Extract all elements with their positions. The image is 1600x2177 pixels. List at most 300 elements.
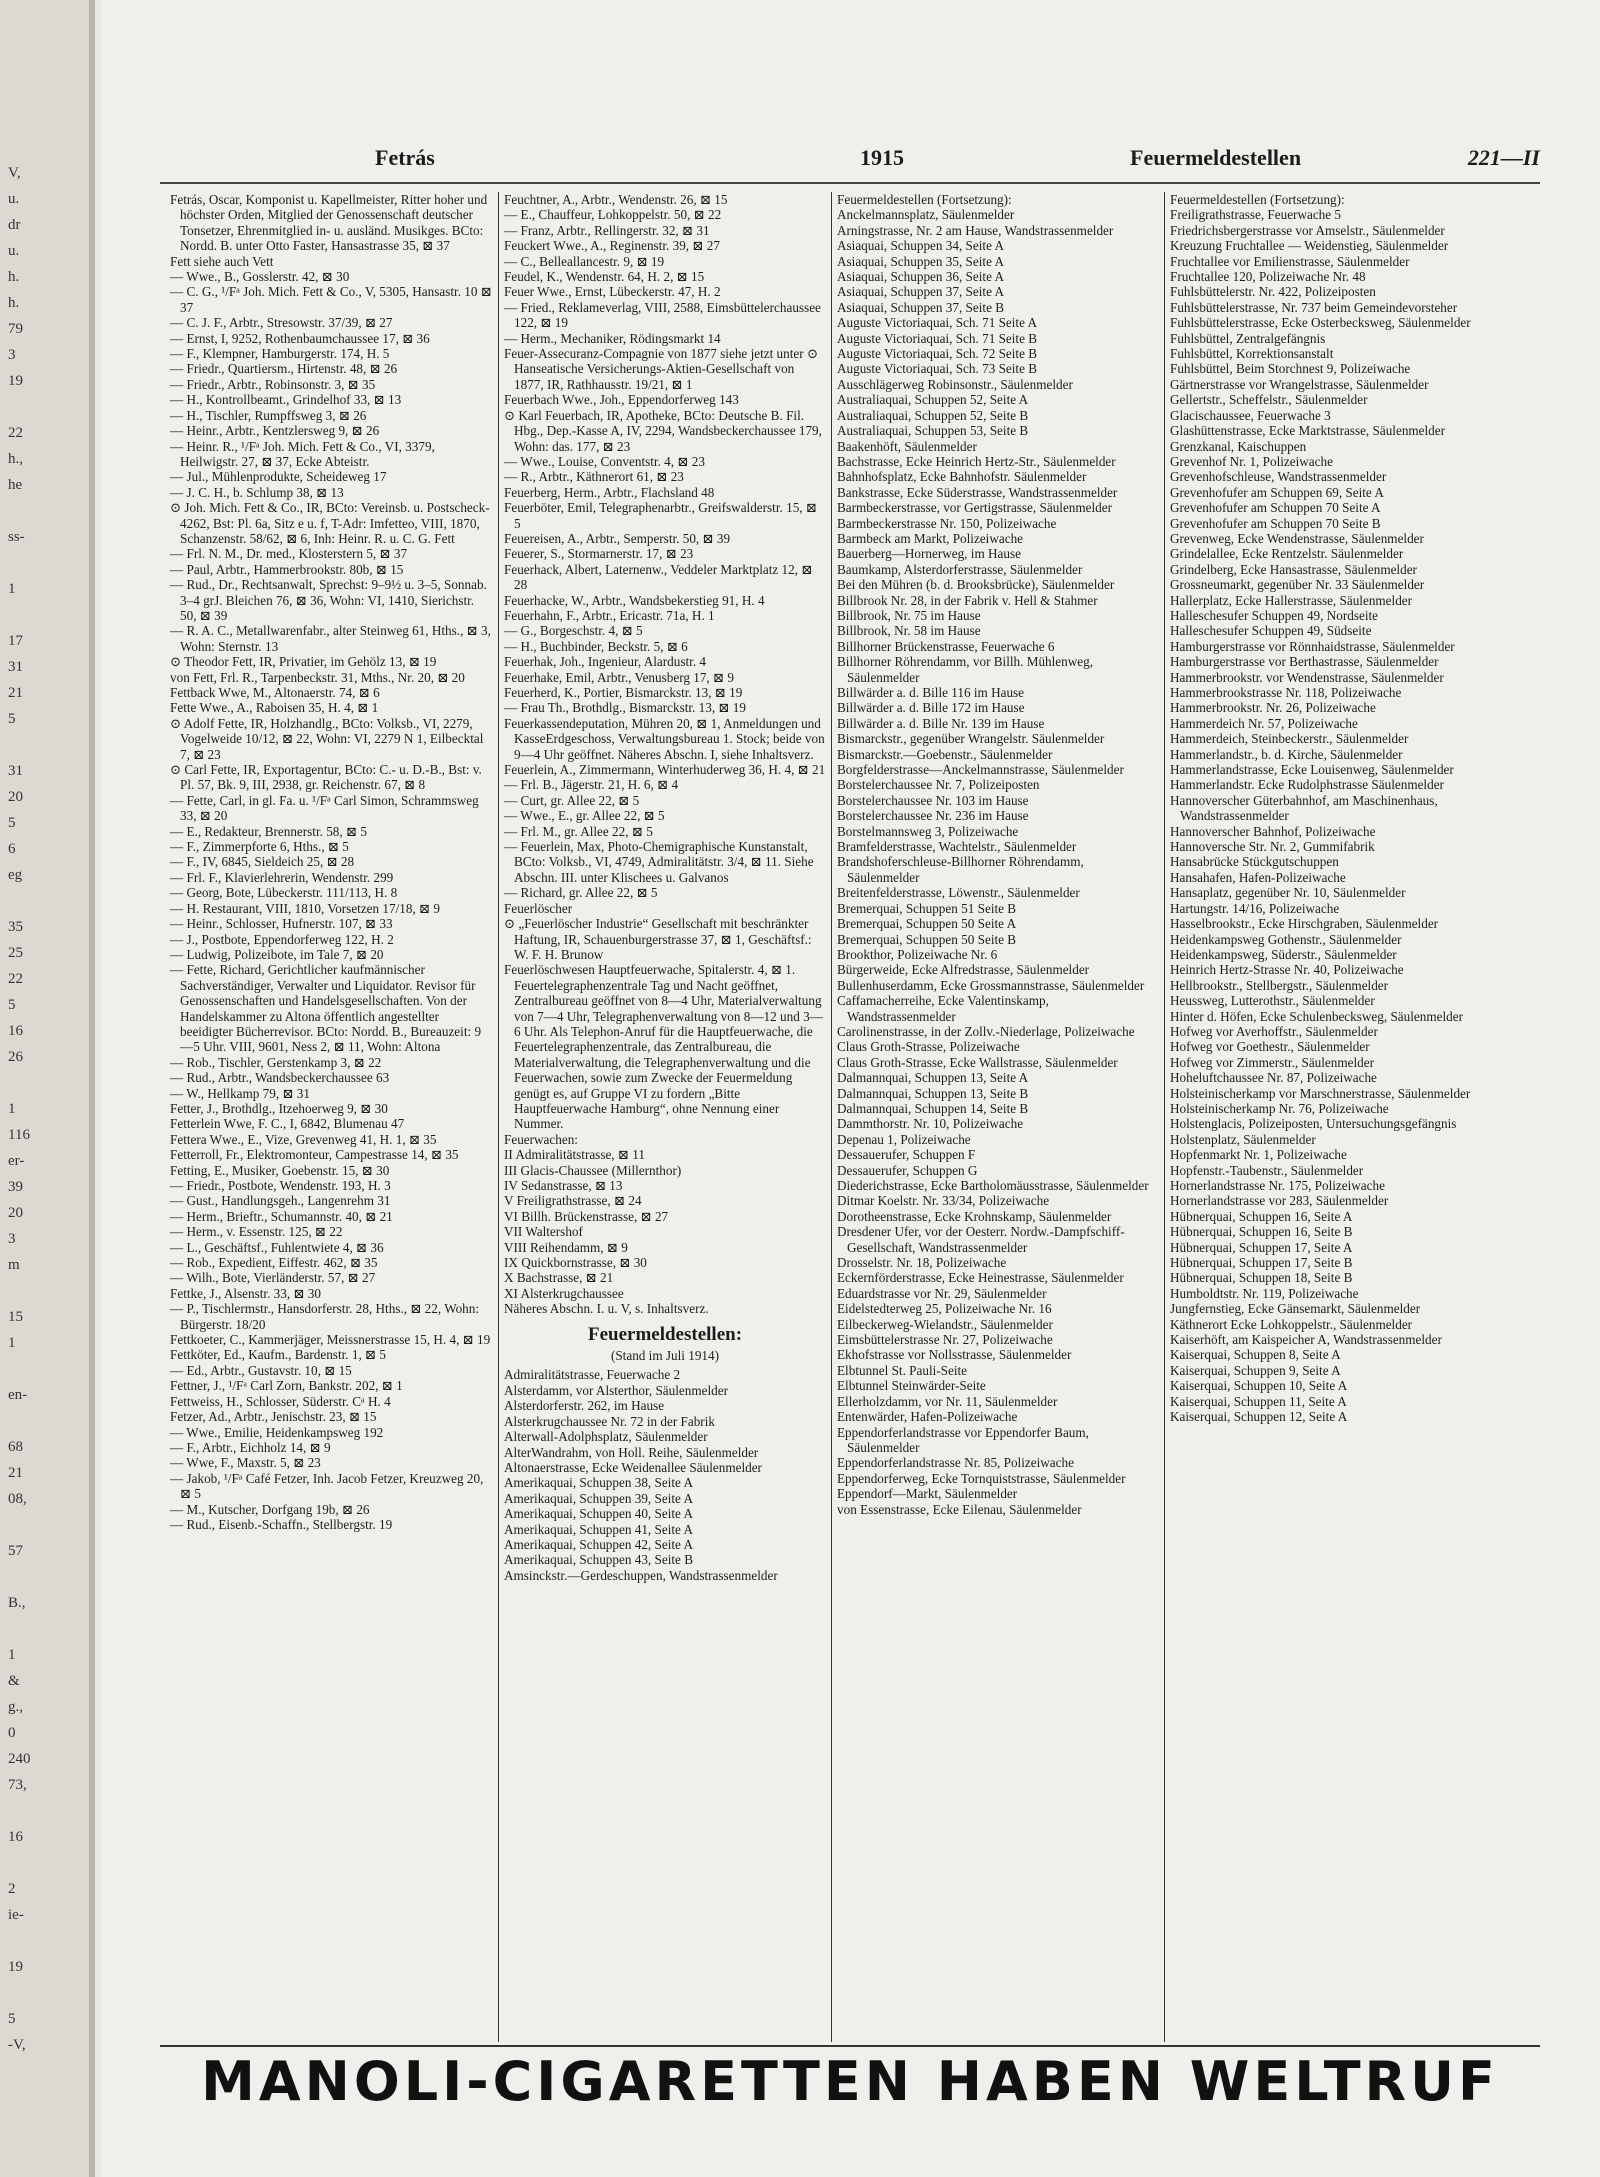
directory-entry: — Wwe., E., gr. Allee 22, ⊠ 5: [504, 808, 665, 824]
directory-entry: Hübnerquai, Schuppen 18, Seite B: [1170, 1270, 1353, 1286]
directory-entry: Hansahafen, Hafen-Polizeiwache: [1170, 869, 1346, 885]
directory-entry: Billhorner Röhrendamm, vor Billh. Mühlenweg, Säulenmelder: [837, 654, 1094, 685]
directory-entry: Fettke, J., Alsenstr. 33, ⊠ 30: [170, 1285, 321, 1301]
directory-entry: Baakenhöft, Säulenmelder: [837, 438, 977, 454]
directory-entry: ⊙ Karl Feuerbach, IR, Apotheke, BCto: Deutsche B. Fil. Hbg., Dep.-Kasse A, IV, 2294, Wandsbeckerchaussee 179, Wohn: das. 177, ⊠ 23: [504, 407, 822, 454]
directory-entry: Kaiserhöft, am Kaispeicher A, Wandstrassenmelder: [1170, 1332, 1442, 1348]
directory-entry: Holsteinischerkamp vor Marschnerstrasse, Säulenmelder: [1170, 1085, 1471, 1101]
directory-entry: Bei den Mühren (b. d. Brooksbrücke), Säulenmelder: [837, 577, 1115, 593]
directory-entry: Barmbeckerstrasse Nr. 150, Polizeiwache: [837, 515, 1057, 531]
directory-entry: Holsteinischerkamp Nr. 76, Polizeiwache: [1170, 1100, 1389, 1116]
directory-entry: Entenwärder, Hafen-Polizeiwache: [837, 1409, 1018, 1425]
directory-entry: — Heinr., Schlosser, Hufnerstr. 107, ⊠ 33: [170, 916, 393, 932]
directory-entry: Alterwall-Adolphsplatz, Säulenmelder: [504, 1429, 708, 1445]
advertisement-banner: MANOLI-CIGARETTEN HABEN WELTRUF: [201, 2050, 1499, 2113]
directory-entry: Feuermeldestellen (Fortsetzung):: [1170, 192, 1345, 207]
directory-entry: Heidenkampsweg Gothenstr., Säulenmelder: [1170, 931, 1402, 947]
footer-rule: [160, 2045, 1540, 2047]
directory-entry: Asiaquai, Schuppen 37, Seite B: [837, 299, 1005, 315]
directory-entry: Feuerbach Wwe., Joh., Eppendorferweg 143: [504, 392, 739, 408]
directory-entry: Hoheluftchaussee Nr. 87, Polizeiwache: [1170, 1070, 1377, 1086]
directory-entry: Eppendorf—Markt, Säulenmelder: [837, 1486, 1018, 1502]
directory-entry: — Wwe., Emilie, Heidenkampsweg 192: [170, 1424, 384, 1440]
directory-entry: — Fette, Carl, in gl. Fa. u. ¹/Fᵃ Carl Simon, Schrammsweg 33, ⊠ 20: [170, 792, 479, 824]
column-2: [498, 192, 831, 2042]
directory-entry: Fetterroll, Fr., Elektromonteur, Campestrasse 14, ⊠ 35: [170, 1147, 459, 1163]
column-2-stations: [504, 1367, 826, 1583]
directory-entry: Eimsbüttelerstrasse Nr. 27, Polizeiwache: [837, 1332, 1053, 1348]
directory-entry: Grenzkanal, Kaischuppen: [1170, 438, 1307, 454]
directory-entry: Auguste Victoriaquai, Sch. 73 Seite B: [837, 361, 1038, 377]
directory-entry: Ausschlägerweg Robinsonstr., Säulenmelder: [837, 376, 1073, 392]
directory-entry: Altonaerstrasse, Ecke Weidenallee Säulenmelder: [504, 1459, 762, 1475]
directory-entry: Hornerlandstrasse vor 283, Säulenmelder: [1170, 1193, 1389, 1209]
directory-entry: Hübnerquai, Schuppen 16, Seite A: [1170, 1208, 1353, 1224]
directory-entry: Feuerherd, K., Portier, Bismarckstr. 13, ⊠ 19: [504, 685, 743, 700]
directory-entry: Grevenhof Nr. 1, Polizeiwache: [1170, 453, 1333, 469]
directory-entry: Glacischaussee, Feuerwache 3: [1170, 407, 1331, 423]
directory-entry: Barmbeck am Markt, Polizeiwache: [837, 530, 1024, 546]
directory-entry: Fuhlsbüttel, Korrektionsanstalt: [1170, 346, 1334, 362]
directory-entry: Grossneumarkt, gegenüber Nr. 33 Säulenmelder: [1170, 577, 1425, 593]
directory-entry: Fuhlsbüttel, Zentralgefängnis: [1170, 330, 1326, 346]
directory-entry: Hammerlandstr., b. d. Kirche, Säulenmelder: [1170, 746, 1403, 762]
directory-entry: — Gust., Handlungsgeh., Langenrehm 31: [170, 1193, 391, 1209]
directory-entry: — Rud., Eisenb.-Schaffn., Stellbergstr. 19: [170, 1516, 393, 1532]
directory-entry: Auguste Victoriaquai, Sch. 71 Seite B: [837, 330, 1038, 346]
directory-entry: Australiaquai, Schuppen 52, Seite B: [837, 407, 1029, 423]
directory-entry: VI Billh. Brückenstrasse, ⊠ 27: [504, 1208, 669, 1224]
directory-entry: Breitenfelderstrasse, Löwenstr., Säulenmelder: [837, 885, 1080, 901]
directory-entry: — H., Kontrollbeamt., Grindelhof 33, ⊠ 13: [170, 392, 402, 408]
directory-entry: Carolinenstrasse, in der Zollv.-Niederlage, Polizeiwache: [837, 1023, 1135, 1039]
header-section: Feuermeldestellen: [1130, 145, 1302, 170]
directory-entry: Eidelstedterweg 25, Polizeiwache Nr. 16: [837, 1301, 1052, 1317]
directory-entry: Friedrichsbergerstrasse vor Amselstr., Säulenmelder: [1170, 222, 1445, 238]
directory-entry: Feuerhake, Emil, Arbtr., Venusberg 17, ⊠ 9: [504, 669, 734, 685]
directory-entry: — Friedr., Quartiersm., Hirtenstr. 48, ⊠ 26: [170, 361, 398, 377]
directory-entry: Bismarckstr., gegenüber Wrangelstr. Säulenmelder: [837, 731, 1105, 747]
directory-entry: — J., Postbote, Eppendorferweg 122, H. 2: [170, 931, 394, 947]
directory-entry: AlterWandrahm, von Holl. Reihe, Säulenmelder: [504, 1444, 759, 1460]
directory-entry: — R., Arbtr., Käthnerort 61, ⊠ 23: [504, 469, 684, 485]
directory-entry: Hammerdeich, Steinbeckerstr., Säulenmelder: [1170, 731, 1409, 747]
directory-entry: Feuer-Assecuranz-Compagnie von 1877 siehe jetzt unter ⊙ Hanseatische Versicherungs-Aktien-Gesellschaft von 1877, IR, Rathhausstr. 19/21, ⊠ 1: [504, 346, 819, 392]
directory-entry: X Bachstrasse, ⊠ 21: [504, 1270, 614, 1286]
directory-entry: — Fette, Richard, Gerichtlicher kaufmännischer Sachverständiger, Verwalter und Liquidator. Revisor für Genossenschaften und Handelsgesellschaften. Von der Handelskammer zu Altona öffentlich angestellter beeidigter Bücherrevisor. BCto: Nordd. B., Bureauzeit: 9—5 Uhr. VIII, 9601, Ness 2, ⊠ 11, Wohn: Altona: [170, 962, 482, 1055]
directory-entry: Hammerdeich Nr. 57, Polizeiwache: [1170, 715, 1358, 731]
directory-entry: — R. A. C., Metallwarenfabr., alter Steinweg 61, Hths., ⊠ 3, Wohn: Sternstr. 13: [170, 623, 491, 654]
directory-entry: Billbrook, Nr. 75 im Hause: [837, 607, 981, 623]
directory-entry: Bahnhofsplatz, Ecke Bahnhofstr. Säulenmelder: [837, 469, 1087, 485]
directory-entry: Asiaquai, Schuppen 35, Seite A: [837, 253, 1005, 269]
directory-entry: Kreuzung Fruchtallee — Weidenstieg, Säulenmelder: [1170, 238, 1449, 254]
directory-entry: XI Alsterkrugchaussee: [504, 1285, 624, 1301]
directory-entry: III Glacis-Chaussee (Millernthor): [504, 1162, 682, 1178]
directory-entry: Feuerhack, Albert, Laternenw., Veddeler Marktplatz 12, ⊠ 28: [504, 561, 813, 593]
directory-entry: Fruchtallee vor Emilienstrasse, Säulenmelder: [1170, 253, 1410, 269]
directory-entry: Billhorner Brückenstrasse, Feuerwache 6: [837, 638, 1055, 654]
directory-entry: Dresdener Ufer, vor der Oesterr. Nordw.-Dampfschiff-Gesellschaft, Wandstrassenmelder: [837, 1224, 1125, 1255]
directory-entry: — Heinr., Arbtr., Kentzlersweg 9, ⊠ 26: [170, 423, 380, 439]
directory-entry: — Frau Th., Brothdlg., Bismarckstr. 13, ⊠ 19: [504, 700, 746, 716]
directory-entry: Fuhlsbüttelerstrasse, Nr. 737 beim Gemeindevorsteher: [1170, 299, 1458, 315]
directory-entry: — F., Arbtr., Eichholz 14, ⊠ 9: [170, 1439, 331, 1455]
directory-entry: — Herm., v. Essenstr. 125, ⊠ 22: [170, 1224, 343, 1240]
directory-entry: Grevenweg, Ecke Wendenstrasse, Säulenmelder: [1170, 530, 1424, 546]
directory-entry: IX Quickbornstrasse, ⊠ 30: [504, 1255, 647, 1271]
directory-entry: — F., Klempner, Hamburgerstr. 174, H. 5: [170, 346, 390, 362]
directory-entry: VII Waltershof: [504, 1224, 583, 1240]
directory-entry: — Heinr. R., ¹/Fᵃ Joh. Mich. Fett & Co., VI, 3379, Heilwigstr. 27, ⊠ 37, Ecke Abteistr.: [170, 438, 435, 469]
directory-entry: Feudel, K., Wendenstr. 64, H. 2, ⊠ 15: [504, 269, 705, 285]
directory-entry: Fetrás, Oscar, Komponist u. Kapellmeister, Ritter hoher und höchster Orden, Mitglied der Genossenschaft deutscher Tonsetzer, Ehrenmitglied in- u. ausländ. Musikges. BCto: Nordd. B. unter Otto Faster, Hansastrasse 35, ⊠ 37: [170, 192, 488, 254]
directory-entry: Fuhlsbüttel, Beim Storchnest 9, Polizeiwache: [1170, 361, 1411, 377]
directory-entry: — Feuerlein, Max, Photo-Chemigraphische Kunstanstalt, BCto: Volksb., VI, 4749, Admiralitätstr. 3/4, ⊠ 11. Siehe Abschn. III. unter Klischees u. Galvanos: [504, 839, 814, 885]
directory-entry: — Ludwig, Polizeibote, im Tale 7, ⊠ 20: [170, 946, 384, 962]
directory-entry: Brandshoferschleuse-Billhorner Röhrendamm, Säulenmelder: [837, 854, 1084, 885]
directory-entry: Fetzer, Ad., Arbtr., Jenischstr. 23, ⊠ 15: [170, 1409, 377, 1425]
directory-entry: — G., Borgeschstr. 4, ⊠ 5: [504, 623, 643, 639]
directory-entry: Fettera Wwe., E., Vize, Grevenweg 41, H. 1, ⊠ 35: [170, 1131, 437, 1147]
directory-entry: Australiaquai, Schuppen 52, Seite A: [837, 392, 1029, 408]
directory-entry: Dorotheenstrasse, Ecke Krohnskamp, Säulenmelder: [837, 1208, 1112, 1224]
directory-entry: Australiaquai, Schuppen 53, Seite B: [837, 423, 1029, 439]
directory-entry: Näheres Abschn. I. u. V, s. Inhaltsverz.: [504, 1301, 709, 1317]
directory-entry: Bismarckstr.—Goebenstr., Säulenmelder: [837, 746, 1053, 762]
directory-entry: Feuerberg, Herm., Arbtr., Flachsland 48: [504, 484, 715, 500]
directory-entry: Depenau 1, Polizeiwache: [837, 1131, 971, 1147]
directory-entry: Hansabrücke Stückgutschuppen: [1170, 854, 1339, 870]
directory-entry: Feuerlöschwesen Hauptfeuerwache, Spitalerstr. 4, ⊠ 1. Feuertelegraphenzentrale Tag und Nacht geöffnet, Zentralbureau geöffnet von 8—4 Uhr, Materialverwaltung von 7—4 Uhr, Telegraphenverwaltung von 8—12 und 3—6 Uhr. Als Telephon-Anruf für die Hauptfeuerwache, die Feuertelegraphenzentrale, das Zentralbureau, die Materialverwaltung, die Telegraphenverwaltung und die Feuerwachen, sowie zum Zwecke der Feuermeldung genügt es, auf Gruppe VI zu fordern „Bitte Hauptfeuerwache Hamburg“, ohne Nennung einer Nummer.: [504, 962, 823, 1132]
directory-entry: Hamburgerstrasse vor Berthastrasse, Säulenmelder: [1170, 654, 1439, 670]
directory-entry: — Jakob, ¹/Fᵃ Café Fetzer, Inh. Jacob Fetzer, Kreuzweg 20, ⊠ 5: [170, 1470, 484, 1502]
directory-entry: Amerikaquai, Schuppen 40, Seite A: [504, 1506, 693, 1522]
previous-page-edge: [0, 0, 95, 2177]
directory-entry: Claus Groth-Strasse, Ecke Wallstrasse, Säulenmelder: [837, 1054, 1118, 1070]
directory-entry: IV Sedanstrasse, ⊠ 13: [504, 1178, 623, 1193]
directory-entry: Brookthor, Polizeiwache Nr. 6: [837, 946, 998, 962]
directory-entry: Asiaquai, Schuppen 34, Seite A: [837, 238, 1005, 254]
directory-entry: II Admiralitätstrasse, ⊠ 11: [504, 1147, 645, 1163]
directory-entry: — J. C. H., b. Schlump 38, ⊠ 13: [170, 484, 344, 500]
directory-entry: VIII Reihendamm, ⊠ 9: [504, 1239, 628, 1255]
directory-entry: — F., Zimmerpforte 6, Hths., ⊠ 5: [170, 839, 349, 855]
directory-entry: Fette Wwe., A., Raboisen 35, H. 4, ⊠ 1: [170, 700, 379, 716]
directory-entry: Hübnerquai, Schuppen 16, Seite B: [1170, 1224, 1353, 1240]
directory-entry: Freiligrathstrasse, Feuerwache 5: [1170, 207, 1342, 223]
directory-entry: Feuereisen, A., Arbtr., Semperstr. 50, ⊠ 39: [504, 530, 731, 546]
directory-entry: Heidenkampsweg, Süderstr., Säulenmelder: [1170, 946, 1397, 962]
directory-entry: Hallerplatz, Ecke Hallerstrasse, Säulenmelder: [1170, 592, 1413, 608]
directory-entry: — Paul, Arbtr., Hammerbrookstr. 80b, ⊠ 15: [170, 561, 404, 577]
directory-entry: Arningstrasse, Nr. 2 am Hause, Wandstrassenmelder: [837, 222, 1114, 238]
directory-entry: ⊙ Carl Fette, IR, Exportagentur, BCto: C.- u. D.-B., Bst: v. Pl. 57, Bk. 9, III, 2938, gr. Reichenstr. 67, ⊠ 8: [170, 762, 482, 793]
directory-entry: Hofweg vor Goethestr., Säulenmelder: [1170, 1039, 1370, 1055]
directory-entry: Kaiserquai, Schuppen 12, Seite A: [1170, 1409, 1348, 1425]
directory-entry: Alsterdamm, vor Alsterthor, Säulenmelder: [504, 1382, 728, 1398]
directory-entry: Baumkamp, Alsterdorferstrasse, Säulenmelder: [837, 561, 1083, 577]
directory-entry: Amerikaquai, Schuppen 43, Seite B: [504, 1552, 693, 1568]
directory-entry: Fettkoeter, C., Kammerjäger, Meissnerstrasse 15, H. 4, ⊠ 19: [170, 1332, 491, 1348]
directory-entry: Eppendorferweg, Ecke Tornquiststrasse, Säulenmelder: [837, 1470, 1126, 1486]
directory-entry: Gärtnerstrasse vor Wrangelstrasse, Säulenmelder: [1170, 376, 1429, 392]
directory-entry: Feuckert Wwe., A., Reginenstr. 39, ⊠ 27: [504, 238, 720, 254]
directory-entry: Fetterlein Wwe, F. C., I, 6842, Blumenau 47: [170, 1116, 405, 1132]
directory-entry: — H., Buchbinder, Beckstr. 5, ⊠ 6: [504, 638, 688, 654]
directory-entry: Fettner, J., ¹/Fᵃ Carl Zorn, Bankstr. 202, ⊠ 1: [170, 1378, 403, 1394]
directory-entry: Feuerkassendeputation, Mühren 20, ⊠ 1, Anmeldungen und KasseErdgeschoss, Verwaltungsbureau 1. Stock; beide von 9—4 Uhr geöffnet. Näheres Abschn. I, siehe Inhaltsverz.: [504, 715, 825, 762]
directory-entry: V Freiligrathstrasse, ⊠ 24: [504, 1193, 642, 1209]
header-page-number: 221—II: [1467, 145, 1540, 170]
directory-entry: Feuerhacke, W., Arbtr., Wandsbekerstieg 91, H. 4: [504, 592, 765, 608]
directory-entry: — Fried., Reklameverlag, VIII, 2588, Eimsbüttelerchaussee 122, ⊠ 19: [504, 299, 821, 331]
directory-entry: Borstelerchaussee Nr. 236 im Hause: [837, 808, 1029, 824]
directory-entry: Hammerlandstrasse, Ecke Louisenweg, Säulenmelder: [1170, 762, 1454, 778]
directory-entry: Auguste Victoriaquai, Sch. 71 Seite A: [837, 315, 1038, 331]
directory-entry: Hammerbrookstr. Nr. 26, Polizeiwache: [1170, 700, 1376, 716]
directory-entry: Bankstrasse, Ecke Süderstrasse, Wandstrassenmelder: [837, 484, 1118, 500]
directory-entry: Halleschesufer Schuppen 49, Nordseite: [1170, 607, 1379, 623]
directory-entry: Elbtunnel Steinwärder-Seite: [837, 1378, 986, 1394]
directory-entry: Heussweg, Lutterothstr., Säulenmelder: [1170, 993, 1375, 1009]
directory-entry: — Jul., Mühlenprodukte, Scheideweg 17: [170, 469, 387, 485]
directory-entry: — Richard, gr. Allee 22, ⊠ 5: [504, 885, 658, 901]
directory-entry: Fett siehe auch Vett: [170, 253, 274, 269]
directory-entry: Gellertstr., Scheffelstr., Säulenmelder: [1170, 392, 1368, 408]
header-keyword: Fetrás: [375, 145, 435, 170]
directory-entry: Bauerberg—Hornerweg, im Hause: [837, 546, 1021, 562]
directory-entry: Eduardstrasse vor Nr. 29, Säulenmelder: [837, 1285, 1047, 1301]
directory-entry: Asiaquai, Schuppen 36, Seite A: [837, 269, 1005, 285]
directory-entry: Bürgerweide, Ecke Alfredstrasse, Säulenmelder: [837, 962, 1090, 978]
directory-entry: Anckelmannsplatz, Säulenmelder: [837, 207, 1015, 223]
directory-entry: Dammthorstr. Nr. 10, Polizeiwache: [837, 1116, 1024, 1132]
directory-entry: Borgfelderstrasse—Anckelmannstrasse, Säulenmelder: [837, 762, 1124, 778]
directory-entry: — Ernst, I, 9252, Rothenbaumchaussee 17, ⊠ 36: [170, 330, 430, 346]
directory-entry: — C. G., ¹/Fᵃ Joh. Mich. Fett & Co., V, 5305, Hansastr. 10 ⊠ 37: [170, 284, 492, 315]
directory-entry: Alsterdorferstr. 262, im Hause: [504, 1398, 665, 1414]
directory-entry: — Franz, Arbtr., Rellingerstr. 32, ⊠ 31: [504, 222, 710, 238]
directory-entry: — Wilh., Bote, Vierländerstr. 57, ⊠ 27: [170, 1270, 376, 1286]
directory-entry: Holstenplatz, Säulenmelder: [1170, 1131, 1316, 1147]
directory-entry: Feuerhahn, F., Arbtr., Ericastr. 71a, H. 1: [504, 607, 715, 623]
directory-entry: Humboldtstr. Nr. 119, Polizeiwache: [1170, 1285, 1359, 1301]
directory-entry: Ditmar Koelstr. Nr. 33/34, Polizeiwache: [837, 1193, 1050, 1209]
directory-entry: Holstenglacis, Polizeiposten, Untersuchungsgefängnis: [1170, 1116, 1457, 1132]
directory-entry: Feuer Wwe., Ernst, Lübeckerstr. 47, H. 2: [504, 284, 721, 300]
directory-entry: Fetting, E., Musiker, Goebenstr. 15, ⊠ 30: [170, 1162, 390, 1178]
directory-entry: Feuchtner, A., Arbtr., Wendenstr. 26, ⊠ 15: [504, 192, 728, 207]
directory-entry: Billwärder a. d. Bille 116 im Hause: [837, 685, 1025, 700]
directory-entry: — Herm., Brieftr., Schumannstr. 40, ⊠ 21: [170, 1208, 393, 1224]
column-3: [831, 192, 1164, 2042]
directory-entry: Jungfernstieg, Ecke Gänsemarkt, Säulenmelder: [1170, 1301, 1421, 1317]
directory-entry: ⊙ Theodor Fett, IR, Privatier, im Gehölz 13, ⊠ 19: [170, 654, 437, 670]
directory-entry: Diederichstrasse, Ecke Bartholomäusstrasse, Säulenmelder: [837, 1178, 1149, 1193]
directory-entry: Alsterkrugchaussee Nr. 72 in der Fabrik: [504, 1413, 715, 1429]
directory-entry: Fettback Wwe, M., Altonaerstr. 74, ⊠ 6: [170, 685, 380, 700]
directory-entry: Hopfenmarkt Nr. 1, Polizeiwache: [1170, 1147, 1347, 1163]
directory-entry: Feuerer, S., Stormarnerstr. 17, ⊠ 23: [504, 546, 694, 562]
directory-entry: Feuerböter, Emil, Telegraphenarbtr., Greifswalderstr. 15, ⊠ 5: [504, 500, 817, 531]
left-margin-fragments: V, u. dr u. h. h. 79 3 19 22 h., he ss- 1 17 31 21 5 31 20 5 6 eg 35 25 22 5 16 26 1 116 er- 39 20 3 m 15 1 en- 68 21 08, 57 B., 1 & g., 0 240 73, 16 2 ie- 19 5 -V,: [8, 165, 31, 2053]
directory-entry: Feuerhak, Joh., Ingenieur, Alardustr. 4: [504, 654, 707, 670]
directory-entry: Eppendorferlandstrasse Nr. 85, Polizeiwache: [837, 1455, 1074, 1471]
directory-entry: Hofweg vor Averhoffstr., Säulenmelder: [1170, 1023, 1378, 1039]
directory-entry: ⊙ Adolf Fette, IR, Holzhandlg., BCto: Volksb., VI, 2279, Vogelweide 10/12, ⊠ 22, Wohn: VI, 2279 N 1, Eilbecktal 7, ⊠ 23: [170, 715, 484, 762]
directory-entry: — Frl. F., Klavierlehrerin, Wendenstr. 299: [170, 869, 394, 885]
column-1: [165, 192, 498, 2042]
directory-entry: Amerikaquai, Schuppen 38, Seite A: [504, 1475, 693, 1491]
directory-entry: — M., Kutscher, Dorfgang 19b, ⊠ 26: [170, 1501, 370, 1517]
directory-entry: Hartungstr. 14/16, Polizeiwache: [1170, 900, 1340, 916]
directory-entry: Dalmannquai, Schuppen 14, Seite B: [837, 1100, 1029, 1116]
directory-entry: — Wwe., B., Gosslerstr. 42, ⊠ 30: [170, 269, 350, 285]
directory-entry: Grevenhofufer am Schuppen 69, Seite A: [1170, 484, 1384, 500]
directory-entry: — C. J. F., Arbtr., Stresowstr. 37/39, ⊠ 27: [170, 315, 393, 331]
directory-entry: — C., Belleallancestr. 9, ⊠ 19: [504, 253, 665, 269]
directory-entry: Hansaplatz, gegenüber Nr. 10, Säulenmelder: [1170, 885, 1406, 901]
directory-entry: Borstelerchaussee Nr. 7, Polizeiposten: [837, 777, 1040, 793]
directory-entry: Bremerquai, Schuppen 50 Seite B: [837, 931, 1017, 947]
directory-entry: Kaiserquai, Schuppen 10, Seite A: [1170, 1378, 1348, 1394]
header-rule: [160, 182, 1540, 184]
column-4: [1164, 192, 1497, 2042]
directory-entry: Halleschesufer Schuppen 49, Südseite: [1170, 623, 1372, 639]
directory-entry: Glashüttenstrasse, Ecke Marktstrasse, Säulenmelder: [1170, 423, 1446, 439]
directory-entry: Grevenhofschleuse, Wandstrassenmelder: [1170, 469, 1387, 485]
directory-entry: — P., Tischlermstr., Hansdorferstr. 28, Hths., ⊠ 22, Wohn: Bürgerstr. 18/20: [170, 1301, 480, 1332]
directory-entry: Bremerquai, Schuppen 51 Seite B: [837, 900, 1017, 916]
feuermeldestellen-heading: Feuermeldestellen:: [587, 1323, 743, 1345]
directory-entry: Hamburgerstrasse vor Rönnhaidstrasse, Säulenmelder: [1170, 638, 1455, 654]
directory-entry: Kaiserquai, Schuppen 9, Seite A: [1170, 1362, 1341, 1378]
directory-entry: Auguste Victoriaquai, Sch. 72 Seite B: [837, 346, 1038, 362]
directory-entry: Kaiserquai, Schuppen 11, Seite A: [1170, 1393, 1347, 1409]
directory-entry: Amsinckstr.—Gerdeschuppen, Wandstrassenmelder: [504, 1567, 778, 1583]
directory-entry: — E., Chauffeur, Lohkoppelstr. 50, ⊠ 22: [504, 207, 722, 223]
directory-entry: Fuhlsbüttelerstr. Nr. 422, Polizeiposten: [1170, 284, 1376, 300]
directory-entry: Admiralitätstrasse, Feuerwache 2: [504, 1367, 681, 1383]
directory-entry: — Wwe, F., Maxstr. 5, ⊠ 23: [170, 1455, 321, 1471]
directory-entry: von Essenstrasse, Ecke Eilenau, Säulenmelder: [837, 1501, 1082, 1517]
directory-entry: — Georg, Bote, Lübeckerstr. 111/113, H. 8: [170, 885, 398, 901]
directory-entry: von Fett, Frl. R., Tarpenbeckstr. 31, Mths., Nr. 20, ⊠ 20: [170, 669, 465, 685]
directory-entry: Hannoversche Str. Nr. 2, Gummifabrik: [1170, 839, 1375, 855]
directory-entry: — Frl. N. M., Dr. med., Klosterstern 5, ⊠ 37: [170, 546, 408, 562]
directory-entry: Caffamacherreihe, Ecke Valentinskamp, Wandstrassenmelder: [837, 993, 1049, 1024]
directory-entry: Hofweg vor Zimmerstr., Säulenmelder: [1170, 1054, 1374, 1070]
directory-entry: — E., Redakteur, Brennerstr. 58, ⊠ 5: [170, 823, 367, 839]
directory-entry: Fruchtallee 120, Polizeiwache Nr. 48: [1170, 269, 1366, 285]
directory-entry: Hübnerquai, Schuppen 17, Seite B: [1170, 1255, 1353, 1271]
directory-entry: — Rob., Tischler, Gerstenkamp 3, ⊠ 22: [170, 1054, 382, 1070]
directory-entry: Borstelmannsweg 3, Polizeiwache: [837, 823, 1019, 839]
directory-entry: Grevenhofufer am Schuppen 70 Seite A: [1170, 500, 1381, 516]
directory-entry: Grindelberg, Ecke Hansastrasse, Säulenmelder: [1170, 561, 1417, 577]
directory-entry: — Friedr., Postbote, Wendenstr. 193, H. 3: [170, 1178, 391, 1193]
directory-entry: — Wwe., Louise, Conventstr. 4, ⊠ 23: [504, 453, 705, 469]
directory-entry: Bramfelderstrasse, Wachtelstr., Säulenmelder: [837, 839, 1077, 855]
page-header: [160, 145, 1540, 179]
directory-entry: Billbrook Nr. 28, in der Fabrik v. Hell & Stahmer: [837, 592, 1098, 608]
directory-entry: Hellbrookstr., Stellbergstr., Säulenmelder: [1170, 977, 1389, 993]
page-fold: [89, 0, 95, 2177]
directory-entry: Fettweiss, H., Schlosser, Süderstr. Cᵃ H. 4: [170, 1393, 391, 1409]
directory-entry: Grindelallee, Ecke Rentzelstr. Säulenmelder: [1170, 546, 1404, 562]
column-2-entries: [504, 192, 826, 1317]
directory-entry: Fuhlsbüttelerstrasse, Ecke Osterbecksweg, Säulenmelder: [1170, 315, 1471, 331]
directory-entry: Elbtunnel St. Pauli-Seite: [837, 1362, 968, 1378]
directory-entry: — F., IV, 6845, Sieldeich 25, ⊠ 28: [170, 854, 355, 870]
directory-entry: Feuerlein, A., Zimmermann, Winterhuderweg 36, H. 4, ⊠ 21: [504, 762, 826, 778]
directory-entry: — W., Hellkamp 79, ⊠ 31: [170, 1085, 310, 1101]
directory-entry: Asiaquai, Schuppen 37, Seite A: [837, 284, 1005, 300]
directory-entry: Dalmannquai, Schuppen 13, Seite A: [837, 1070, 1029, 1086]
directory-entry: Ekhofstrasse vor Nollsstrasse, Säulenmelder: [837, 1347, 1072, 1363]
directory-entry: Hannoverscher Güterbahnhof, am Maschinenhaus, Wandstrassenmelder: [1170, 792, 1438, 824]
directory-entry: Hammerlandstr. Ecke Rudolphstrasse Säulenmelder: [1170, 777, 1444, 793]
directory-entry: Heinrich Hertz-Strasse Nr. 40, Polizeiwache: [1170, 962, 1404, 978]
directory-entry: Ellerholzdamm, vor Nr. 11, Säulenmelder: [837, 1393, 1058, 1409]
directory-entry: Eilbeckerweg-Wielandstr., Säulenmelder: [837, 1316, 1053, 1332]
directory-entry: Hasselbrookstr., Ecke Hirschgraben, Säulenmelder: [1170, 916, 1439, 932]
directory-entry: Borstelerchaussee Nr. 103 im Hause: [837, 792, 1029, 808]
directory-entry: Hopfenstr.-Taubenstr., Säulenmelder: [1170, 1162, 1364, 1178]
directory-entry: Claus Groth-Strasse, Polizeiwache: [837, 1039, 1020, 1055]
directory-entry: Dessauerufer, Schuppen G: [837, 1162, 978, 1178]
directory-entry: Bremerquai, Schuppen 50 Seite A: [837, 916, 1017, 932]
directory-entry: Eppendorferlandstrasse vor Eppendorfer Baum, Säulenmelder: [837, 1424, 1089, 1455]
directory-entry: Fettköter, Ed., Kaufm., Bardenstr. 1, ⊠ 5: [170, 1347, 386, 1363]
directory-entry: Hinter d. Höfen, Ecke Schulenbecksweg, Säulenmelder: [1170, 1008, 1463, 1024]
directory-entry: — L., Geschäftsf., Fuhlentwiete 4, ⊠ 36: [170, 1239, 384, 1255]
directory-entry: — Rud., Arbtr., Wandsbeckerchaussee 63: [170, 1070, 390, 1086]
directory-entry: Hornerlandstrasse Nr. 175, Polizeiwache: [1170, 1178, 1385, 1193]
directory-entry: ⊙ Joh. Mich. Fett & Co., IR, BCto: Vereinsb. u. Postscheck-4262, Bst: Pl. 6a, Sitz e u. f, T-Adr: Imfetteo, VIII, 1870, Schanzenstr. 58/62, ⊠ 6, Inh: Heinr. R. u. C. G. Fett: [170, 500, 490, 546]
directory-entry: Hammerbrookstrasse Nr. 118, Polizeiwache: [1170, 685, 1402, 700]
header-year: 1915: [860, 145, 904, 170]
directory-entry: Dessauerufer, Schuppen F: [837, 1147, 976, 1163]
directory-entry: — Friedr., Arbtr., Robinsonstr. 3, ⊠ 35: [170, 376, 376, 392]
directory-entry: Amerikaquai, Schuppen 41, Seite A: [504, 1521, 693, 1537]
directory-entry: Käthnerort Ecke Lohkoppelstr., Säulenmelder: [1170, 1316, 1413, 1332]
directory-entry: Feuerwachen:: [504, 1131, 578, 1147]
directory-entry: Hannoverscher Bahnhof, Polizeiwache: [1170, 823, 1376, 839]
directory-entry: Feuerlöscher: [504, 900, 573, 916]
directory-entry: Eckernförderstrasse, Ecke Heinestrasse, Säulenmelder: [837, 1270, 1124, 1286]
directory-entry: Drosselstr. Nr. 18, Polizeiwache: [837, 1255, 1007, 1271]
directory-entry: Hammerbrookstr. vor Wendenstrasse, Säulenmelder: [1170, 669, 1444, 685]
directory-entry: Bachstrasse, Ecke Heinrich Hertz-Str., Säulenmelder: [837, 453, 1116, 469]
directory-entry: — Curt, gr. Allee 22, ⊠ 5: [504, 792, 640, 808]
directory-entry: Billbrook, Nr. 58 im Hause: [837, 623, 981, 639]
directory-entry: Amerikaquai, Schuppen 42, Seite A: [504, 1536, 693, 1552]
directory-entry: Billwärder a. d. Bille 172 im Hause: [837, 700, 1025, 716]
directory-entry: — Ed., Arbtr., Gustavstr. 10, ⊠ 15: [170, 1362, 352, 1378]
directory-entry: Bullenhuserdamm, Ecke Grossmannstrasse, Säulenmelder: [837, 977, 1145, 993]
directory-entry: Barmbeckerstrasse, vor Gertigstrasse, Säulenmelder: [837, 500, 1113, 516]
directory-entry: — Rud., Dr., Rechtsanwalt, Sprechst: 9–9½ u. 3–5, Sonnab. 3–4 grJ. Bleichen 76, ⊠ 36, Wohn: VI, 1410, Sierichstr. 50, ⊠ 39: [170, 577, 487, 623]
directory-entry: — H., Tischler, Rumpffsweg 3, ⊠ 26: [170, 407, 367, 423]
directory-entry: Kaiserquai, Schuppen 8, Seite A: [1170, 1347, 1341, 1363]
directory-entry: Hübnerquai, Schuppen 17, Seite A: [1170, 1239, 1353, 1255]
directory-entry: Billwärder a. d. Bille Nr. 139 im Hause: [837, 715, 1045, 731]
directory-entry: Grevenhofufer am Schuppen 70 Seite B: [1170, 515, 1381, 531]
directory-entry: — Frl. B., Jägerstr. 21, H. 6, ⊠ 4: [504, 777, 679, 793]
directory-entry: Amerikaquai, Schuppen 39, Seite A: [504, 1490, 693, 1506]
